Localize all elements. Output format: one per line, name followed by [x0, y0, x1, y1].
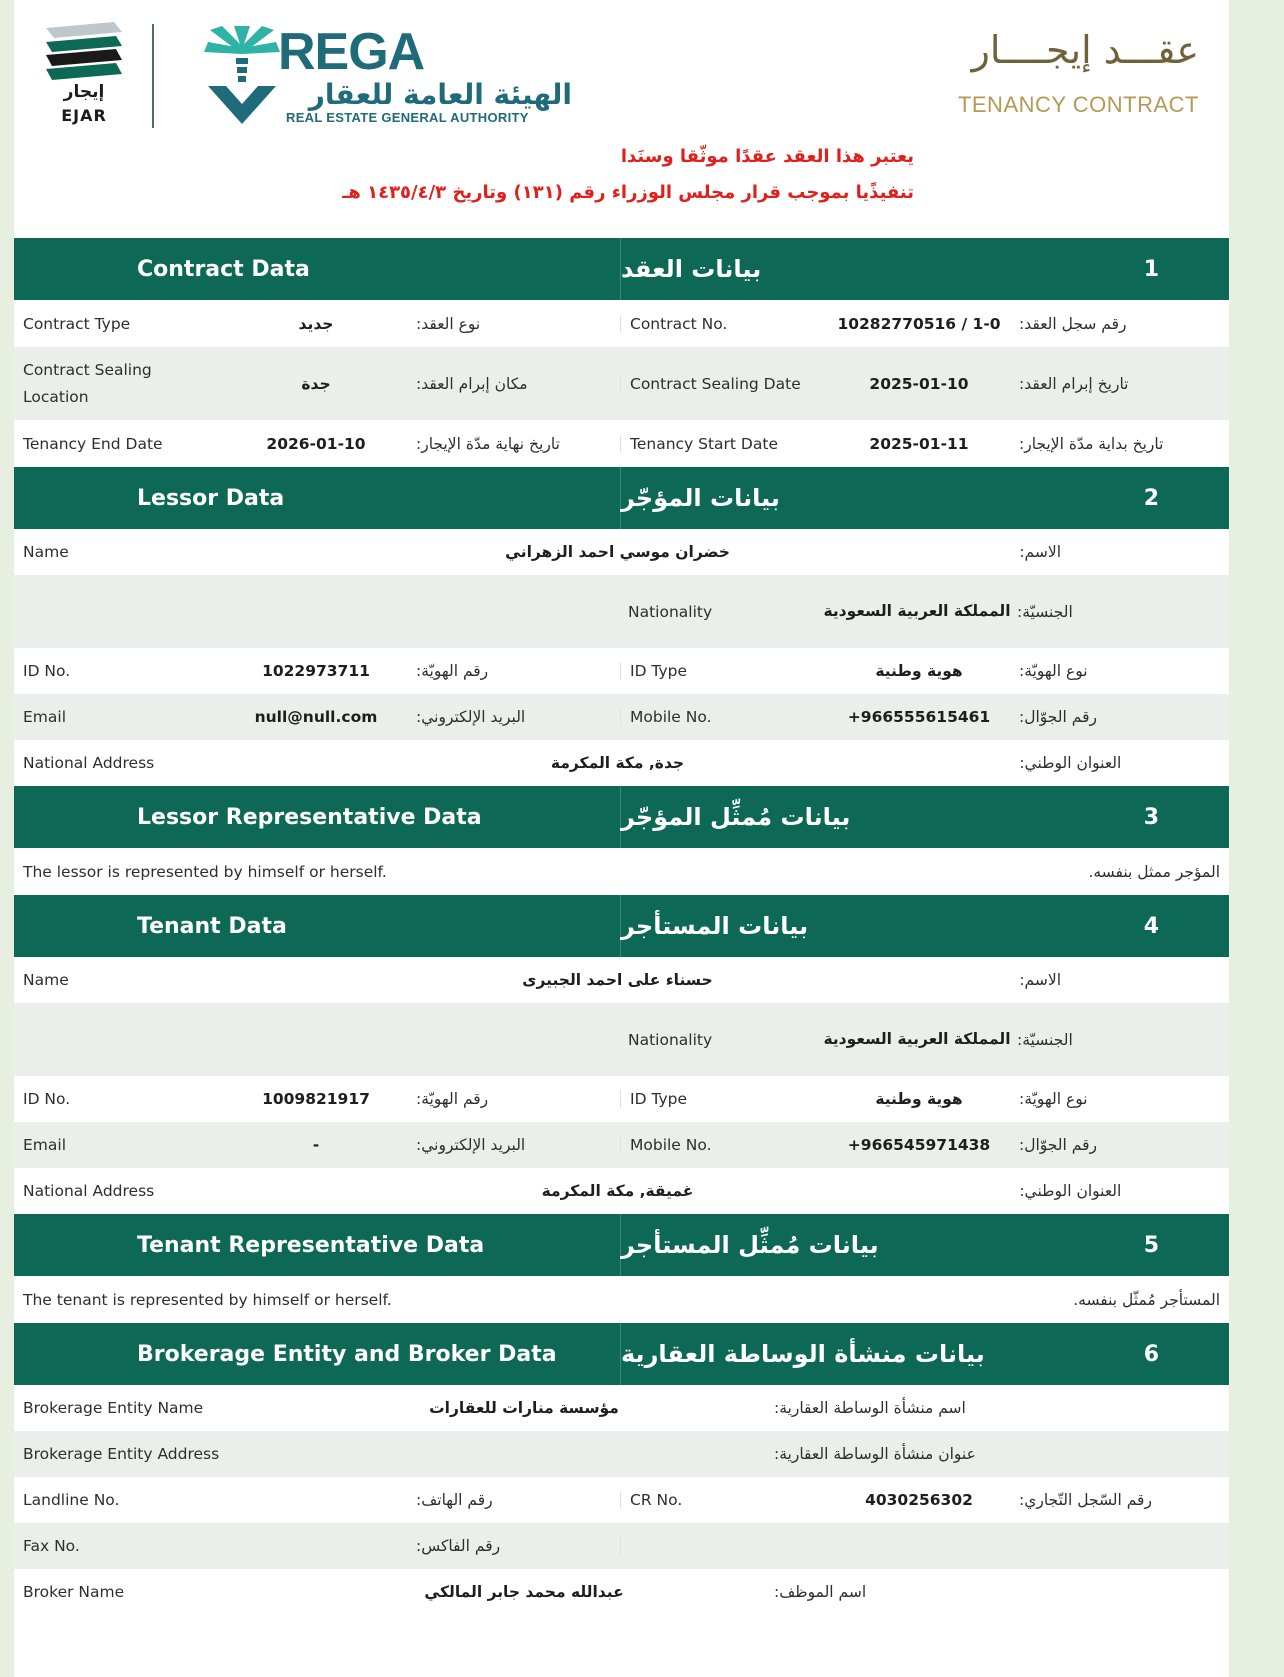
brokerage-row-fax [14, 1523, 1229, 1569]
tenant-row-name [14, 957, 1229, 1003]
field-value: 2026-01-10 [266, 434, 366, 453]
field-label-en: Contract Sealing Location [23, 360, 152, 406]
lessor-representative-row [14, 848, 1229, 895]
rega-palm-emblem [202, 24, 282, 128]
field-label-ar: العنوان الوطني: [1019, 754, 1122, 772]
section-title-en: Brokerage Entity and Broker Data [14, 1323, 621, 1385]
section-title-ar [621, 786, 1229, 848]
lessor-row-nationality [14, 575, 1229, 648]
legal-notice-line-1: يعتبر هذا العقد عقدًا موثّقا وسنَدا [620, 146, 914, 167]
field-label-ar: رقم السّجل التّجاري: [1019, 1491, 1152, 1509]
section-title-ar [621, 467, 1229, 529]
representative-text-en: The lessor is represented by himself or herself. [23, 862, 387, 881]
field-label-en: Tenancy Start Date [630, 434, 778, 453]
field-label-en: CR No. [630, 1491, 683, 1509]
lessor-row-address [14, 740, 1229, 786]
field-label-ar: تاريخ نهاية مدّة الإيجار: [416, 435, 621, 453]
field-label-ar: رقم سجل العقد: [1019, 314, 1127, 333]
field-value: - [312, 1136, 320, 1154]
field-label-ar: الجنسيّة: [1017, 1030, 1073, 1049]
field-value: غميقة, مكة المكرمة [541, 1182, 694, 1200]
section-number: 1 [1143, 256, 1159, 282]
field-label-en: Mobile No. [630, 708, 712, 726]
field-label-en: Brokerage Entity Name [23, 1399, 204, 1417]
section-title-ar-text: بيانات منشأة الوساطة العقارية [621, 1340, 985, 1368]
field-value: 1009821917 [262, 1090, 370, 1108]
section-number: 5 [1143, 1232, 1159, 1258]
header-divider [152, 24, 154, 128]
lessor-name-value: خضران موسي احمد الزهراني [505, 543, 730, 561]
section-title-en: Tenant Data [14, 895, 621, 957]
field-value: جدة, مكة المكرمة [550, 754, 685, 772]
section-title-ar-text: بيانات مُمثِّل المستأجر [621, 1231, 879, 1259]
field-label-en: Tenancy End Date [23, 434, 163, 453]
field-value: 1022973711 [262, 662, 370, 680]
tenant-row-address [14, 1168, 1229, 1214]
contract-sheet [14, 0, 1229, 1677]
field-value: المملكة العربية السعودية [823, 1030, 1011, 1048]
tenant-row-id [14, 1076, 1229, 1122]
document-title-arabic: عقـــد إيجــــار [971, 28, 1199, 72]
broker-name-value: عبدالله محمد جابر المالكي [424, 1583, 624, 1601]
field-label-en: Name [23, 543, 69, 561]
field-label-ar: نوع الهويّة: [1019, 1090, 1088, 1108]
field-label-ar: رقم الهويّة: [416, 1090, 621, 1108]
field-label-ar: الجنسيّة: [1017, 602, 1073, 621]
section-title-ar-text: بيانات المؤجّر [621, 484, 780, 512]
field-value: 2025-01-10 [869, 374, 969, 393]
section-brokerage-header [14, 1323, 1229, 1385]
rega-english-name: REAL ESTATE GENERAL AUTHORITY [286, 110, 529, 125]
field-label-en: Contract Type [23, 314, 131, 333]
field-label-ar: الاسم: [1019, 971, 1061, 989]
field-value: هوية وطنية [875, 1090, 963, 1108]
field-label-ar: العنوان الوطني: [1019, 1182, 1122, 1200]
field-label-ar: تاريخ إبرام العقد: [1019, 374, 1129, 393]
section-title-ar [621, 895, 1229, 957]
field-value: هوية وطنية [875, 662, 963, 680]
field-label-en: Nationality [628, 602, 713, 621]
field-value: جديد [298, 314, 334, 333]
representative-text-ar: المستأجر مُمثّل بنفسه. [1073, 1290, 1220, 1309]
field-label-en: Brokerage Entity Address [23, 1445, 220, 1463]
section-number: 2 [1143, 485, 1159, 511]
field-label-ar: تاريخ بداية مدّة الإيجار: [1019, 434, 1164, 453]
field-value: 2025-01-11 [869, 434, 969, 453]
ejar-arabic-wordmark: إيجار [63, 82, 105, 102]
brokerage-row-entity-name [14, 1385, 1229, 1431]
field-value: المملكة العربية السعودية [823, 602, 1011, 620]
field-label-ar: نوع العقد: [416, 315, 621, 333]
rega-arabic-name: الهيئة العامة للعقار [308, 78, 572, 111]
contract-row-type-number [14, 300, 1229, 347]
field-label-ar: عنوان منشأة الوساطة العقارية: [774, 1445, 976, 1463]
field-label-en: Contract Sealing Date [630, 374, 801, 393]
field-label-en: ID No. [23, 662, 71, 680]
field-label-ar: رقم الفاكس: [416, 1537, 621, 1555]
section-title-ar-text: بيانات العقد [621, 255, 762, 283]
field-label-ar: رقم الهاتف: [416, 1491, 621, 1509]
section-number: 3 [1143, 804, 1159, 830]
brokerage-row-phone-cr [14, 1477, 1229, 1523]
field-label-en: Nationality [628, 1030, 713, 1049]
tenant-row-nationality [14, 1003, 1229, 1076]
field-label-ar: الاسم: [1019, 543, 1061, 561]
field-label-en: Landline No. [23, 1491, 120, 1509]
section-title-en: Contract Data [14, 238, 621, 300]
field-label-ar: رقم الجوّال: [1019, 708, 1097, 726]
lessor-row-name [14, 529, 1229, 575]
field-label-ar: البريد الإلكتروني: [416, 708, 621, 726]
field-label-en: Broker Name [23, 1583, 125, 1601]
section-title-ar-text: بيانات المستأجر [621, 912, 809, 940]
contract-row-sealing [14, 347, 1229, 420]
field-value: +966555615461 [847, 708, 991, 726]
field-label-en: Mobile No. [630, 1136, 712, 1154]
field-label-ar: مكان إبرام العقد: [416, 375, 621, 393]
field-label-ar: اسم الموظف: [774, 1583, 867, 1601]
field-label-en: Name [23, 971, 69, 989]
tenant-row-contact [14, 1122, 1229, 1168]
field-value: null@null.com [254, 708, 378, 726]
field-label-en: ID No. [23, 1090, 71, 1108]
section-title-en: Lessor Representative Data [14, 786, 621, 848]
field-label-en: Email [23, 708, 67, 726]
field-label-ar: البريد الإلكتروني: [416, 1136, 621, 1154]
section-number: 6 [1143, 1341, 1159, 1367]
field-value: 10282770516 / 1-0 [837, 314, 1001, 333]
ejar-english-wordmark: EJAR [61, 106, 107, 125]
section-title-ar [621, 1214, 1229, 1276]
field-value: 4030256302 [865, 1491, 973, 1509]
tenant-representative-row [14, 1276, 1229, 1323]
section-contract-data-header [14, 238, 1229, 300]
field-label-ar: رقم الجوّال: [1019, 1136, 1097, 1154]
field-label-ar: نوع الهويّة: [1019, 662, 1088, 680]
field-label-en: Email [23, 1136, 67, 1154]
field-label-en: National Address [23, 754, 155, 772]
section-title-ar [621, 238, 1229, 300]
legal-notice-line-2: تنفيذًيا بموجب قرار مجلس الوزراء رقم (١٣١) وتاريخ ١٤٣٥/٤/٣ هـ [342, 182, 914, 203]
field-label-en: Contract No. [630, 314, 728, 333]
representative-text-ar: المؤجر ممثل بنفسه. [1088, 862, 1220, 881]
lessor-row-contact [14, 694, 1229, 740]
field-label-en: ID Type [630, 662, 688, 680]
section-title-ar [621, 1323, 1229, 1385]
section-tenant-data-header [14, 895, 1229, 957]
lessor-row-id [14, 648, 1229, 694]
field-label-en: National Address [23, 1182, 155, 1200]
rega-wordmark: REGA [278, 23, 425, 81]
section-tenant-representative-header [14, 1214, 1229, 1276]
section-lessor-data-header [14, 467, 1229, 529]
section-number: 4 [1143, 913, 1159, 939]
field-value: +966545971438 [847, 1136, 991, 1154]
field-label-en: ID Type [630, 1090, 688, 1108]
field-value: مؤسسة منارات للعقارات [429, 1399, 619, 1417]
section-title-ar-text: بيانات مُمثِّل المؤجّر [621, 803, 851, 831]
field-label-ar: اسم منشأة الوساطة العقارية: [774, 1399, 966, 1417]
tenant-name-value: حسناء على احمد الجبيرى [522, 971, 713, 989]
brokerage-row-broker-name [14, 1569, 1229, 1615]
field-value: جدة [301, 374, 331, 393]
section-lessor-representative-header [14, 786, 1229, 848]
section-title-en: Lessor Data [14, 467, 621, 529]
brokerage-row-entity-address [14, 1431, 1229, 1477]
field-label-en: Fax No. [23, 1537, 80, 1555]
contract-row-tenancy-dates [14, 420, 1229, 467]
document-title-english: TENANCY CONTRACT [957, 92, 1199, 117]
document-header [14, 0, 1229, 238]
field-label-ar: رقم الهويّة: [416, 662, 621, 680]
section-title-en: Tenant Representative Data [14, 1214, 621, 1276]
representative-text-en: The tenant is represented by himself or herself. [23, 1290, 392, 1309]
